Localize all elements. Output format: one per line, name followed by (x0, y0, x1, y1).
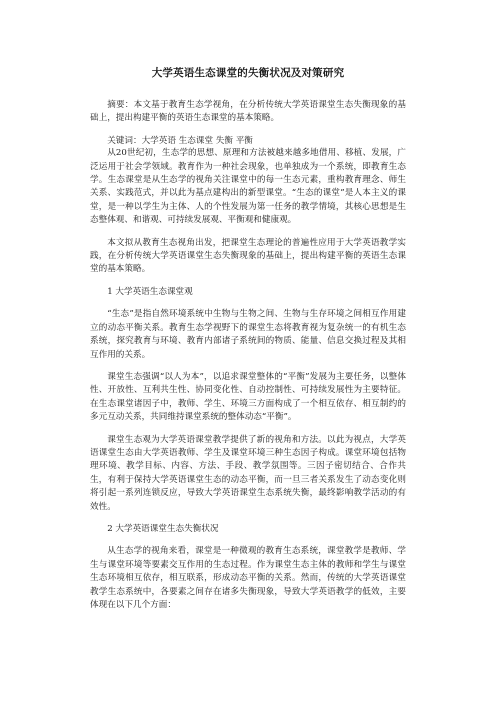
section-1-heading: 1 大学英语生态课堂观 (107, 286, 193, 297)
section-2-heading: 2 大学英语课堂生态失衡状况 (107, 523, 219, 534)
section-1-paragraph-2: 课堂生态强调“以人为本”，以追求课堂整体的“平衡”发展为主要任务，以整体性、开放性、互利共生性、协同变化性、自动控制性、可持续发展性为主要特征。在生态课堂诸因子中，教师、学生、环境三方面构成了一个相互依存、相互制约的多元互动关系，共同维持课堂系统的整体动态“平衡”。 (90, 371, 406, 423)
section-2-paragraph-1: 从生态学的视角来看，课堂是一种微观的教育生态系统，课堂教学是教师、学生与课堂环境等要素交互作用的生态过程。作为课堂生态主体的教师和学生与课堂生态环境相互依存，相互联系，形成动态平衡的关系。然而，传统的大学英语课堂教学生态系统中，各要素之间存在诸多失衡现象，导致大学英语教学的低效，主要体现在以下几个方面： (90, 546, 406, 610)
intro-paragraph-2: 本文拟从教育生态视角出发，把课堂生态理论的普遍性应用于大学英语教学实践，在分析传统大学英语课堂生态失衡现象的基础上，提出构建平衡的英语生态课堂的基本策略。 (90, 237, 406, 275)
section-1-paragraph-3: 课堂生态观为大学英语课堂教学提供了新的视角和方法。以此为视点，大学英语课堂生态由大学英语教师、学生及课堂环境三种生态因子构成。课堂环境包括物理环境、教学目标、内容、方法、手段、教学氛围等。三因子密切结合、合作共生，有利于保持大学英语课堂生态的动态平衡，而一旦三者关系发生了动态变化则将引起一系列连锁反应，导致大学英语课堂生态系统失衡，最终影响教学活动的有效性。 (90, 434, 406, 512)
paper-body (90, 99, 406, 621)
intro-paragraph-1: 从20世纪初，生态学的思想、原理和方法被越来越多地借用、移植、发展，广泛运用于社会学领域。教育作为一种社会现象，也单独成为一个系统，即教育生态学。生态课堂是从生态学的视角关注课堂中的每一生态元素，重构教育理念、师生关系、实践范式，并以此为基点建构出的新型课堂。“生态的课堂”是人本主义的课堂，是一种以学生为主体、人的个性发展为第一任务的教学情境，其核心思想是生态整体观、和谐观、可持续发展观、平衡观和健康观。 (90, 148, 406, 226)
abstract: 摘要：本文基于教育生态学视角，在分析传统大学英语课堂生态失衡现象的基础上，提出构建平衡的英语生态课堂的基本策略。 (90, 100, 406, 124)
section-1-paragraph-1: “生态”是指自然环境系统中生物与生物之间、生物与生存环境之间相互作用建立的动态平衡关系。教育生态学视野下的课堂生态将教育视为复杂统一的有机生态系统，探究教育与环境、教育内部诸子系统间的物质、能量、信息交换过程及其相互作用的关系。 (90, 309, 406, 360)
paper-title: 大学英语生态课堂的失衡状况及对策研究 (151, 67, 345, 79)
keywords: 关键词：大学英语 生态课堂 失衡 平衡 (107, 135, 253, 146)
